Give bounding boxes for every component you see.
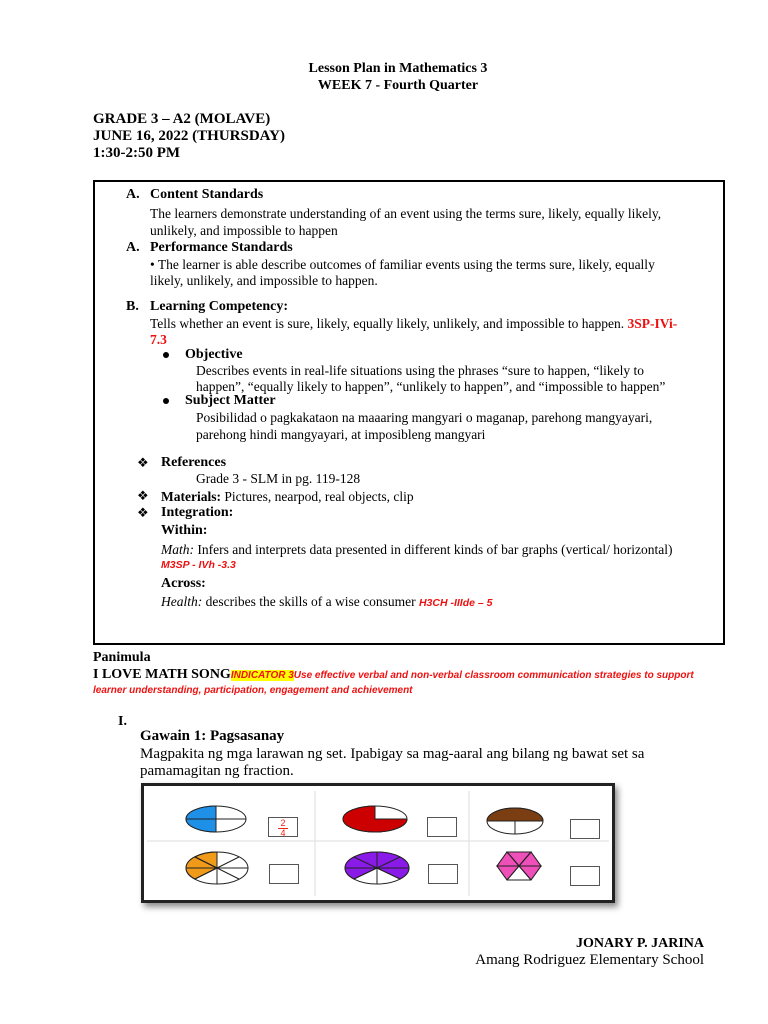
content-standards-heading: Content Standards [150, 187, 264, 202]
answer-denominator: 4 [280, 828, 286, 838]
song-line [93, 667, 733, 684]
materials-bullet-icon: ❖ [137, 488, 149, 503]
references-heading: References [161, 455, 227, 470]
activity-title: Gawain 1: Pagsasanay [140, 728, 285, 744]
health-text: describes the skills of a wise consumer [202, 594, 419, 609]
materials-text: Pictures, nearpod, real objects, clip [220, 489, 414, 504]
objective-heading: Objective [185, 347, 243, 362]
competency-code-cont: 7.3 [150, 332, 167, 347]
answer-numerator: 2 [280, 818, 286, 828]
answer-box-4[interactable] [269, 864, 299, 884]
health-label: Health: [161, 594, 203, 609]
content-standards-line1: The learners demonstrate understanding of an event using the terms sure, likely, equally likely, [150, 206, 662, 221]
answer-box-1[interactable] [268, 817, 298, 837]
math-label: Math: [161, 542, 194, 557]
subject-matter-line1: Posibilidad o pagkakataon na maaaring mangyari o maganap, parehong mangyayari, [196, 410, 653, 425]
school-name: Amang Rodriguez Elementary School [475, 952, 704, 968]
content-standards-letter: A. [126, 187, 140, 202]
section-numeral: I. [118, 714, 127, 729]
content-standards-line2: unlikely, and impossible to happen [150, 223, 338, 238]
fraction-shapes-svg [144, 786, 612, 900]
health-integration [161, 593, 492, 612]
across-label: Across: [161, 576, 206, 591]
indicator-text1: Use effective verbal and non-verbal classroom communication strategies to support [293, 670, 694, 681]
references-bullet-icon: ❖ [137, 455, 149, 470]
materials-line [161, 488, 414, 505]
math-text: Infers and interprets data presented in different kinds of bar graphs (vertical/ horizontal) [194, 542, 673, 557]
learning-competency-heading: Learning Competency: [150, 299, 289, 314]
competency-code: 3SP-IVi- [627, 316, 678, 331]
objective-line1: Describes events in real-life situations using the phrases “sure to happen, “likely to [196, 363, 644, 378]
indicator-label: INDICATOR 3 [230, 670, 294, 681]
learning-competency-text [150, 315, 677, 332]
integration-heading: Integration: [161, 505, 234, 520]
week-label: WEEK 7 - Fourth Quarter [317, 78, 479, 93]
circle-orange-shape [186, 852, 248, 884]
performance-standards-line1: • The learner is able describe outcomes of familiar events using the terms sure, likely, equally [150, 257, 655, 272]
health-code: H3CH -IIIde – 5 [418, 597, 493, 609]
learning-competency-line1: Tells whether an event is sure, likely, equally likely, unlikely, and impossible to happen. [150, 316, 625, 331]
objective-bullet [163, 352, 169, 358]
panimula-heading: Panimula [93, 650, 151, 665]
oval-fourths-shape [186, 806, 246, 832]
performance-standards-heading: Performance Standards [150, 240, 293, 255]
learning-competency-letter: B. [126, 299, 139, 314]
oval-brown-shape [487, 808, 543, 834]
objective-line2: happen”, “equally likely to happen”, “unlikely to happen”, and “impossible to happen” [196, 379, 666, 394]
oval-red-shape [343, 806, 407, 832]
lesson-time: 1:30-2:50 PM [93, 145, 181, 161]
math-integration [161, 541, 672, 558]
integration-bullet-icon: ❖ [137, 505, 149, 520]
subject-matter-bullet [163, 398, 169, 404]
answer-box-2[interactable] [427, 817, 457, 837]
instruction-line1: Magpakita ng mga larawan ng set. Ipabigay sa mag-aaral ang bilang ng bawat set sa [140, 746, 645, 762]
indicator-text2: learner understanding, participation, engagement and achievement [93, 685, 413, 696]
subject-matter-line2: parehong hindi mangyayari, at imposibleng mangyari [196, 427, 486, 442]
instruction-line2: pamamagitan ng fraction. [140, 763, 294, 779]
performance-standards-letter: A. [126, 240, 140, 255]
grade-section: GRADE 3 – A2 (MOLAVE) [93, 111, 271, 127]
circle-purple-shape [345, 852, 409, 884]
answer-box-6[interactable] [570, 866, 600, 886]
subject-matter-heading: Subject Matter [185, 393, 276, 408]
lesson-date: JUNE 16, 2022 (THURSDAY) [93, 128, 285, 144]
answer-box-3[interactable] [570, 819, 600, 839]
math-code: M3SP - IVh -3.3 [161, 559, 236, 571]
within-label: Within: [161, 523, 208, 538]
answer-box-5[interactable] [428, 864, 458, 884]
performance-standards-line2: likely, unlikely, and impossible to happen. [150, 273, 378, 288]
teacher-name: JONARY P. JARINA [576, 936, 704, 951]
hexagon-pink-shape [497, 852, 541, 880]
references-text: Grade 3 - SLM in pg. 119-128 [196, 471, 361, 486]
fraction-sets-figure [141, 783, 615, 903]
song-title: I LOVE MATH SONG [93, 667, 231, 682]
materials-heading: Materials: [161, 489, 221, 504]
lesson-title: Lesson Plan in Mathematics 3 [308, 61, 488, 76]
